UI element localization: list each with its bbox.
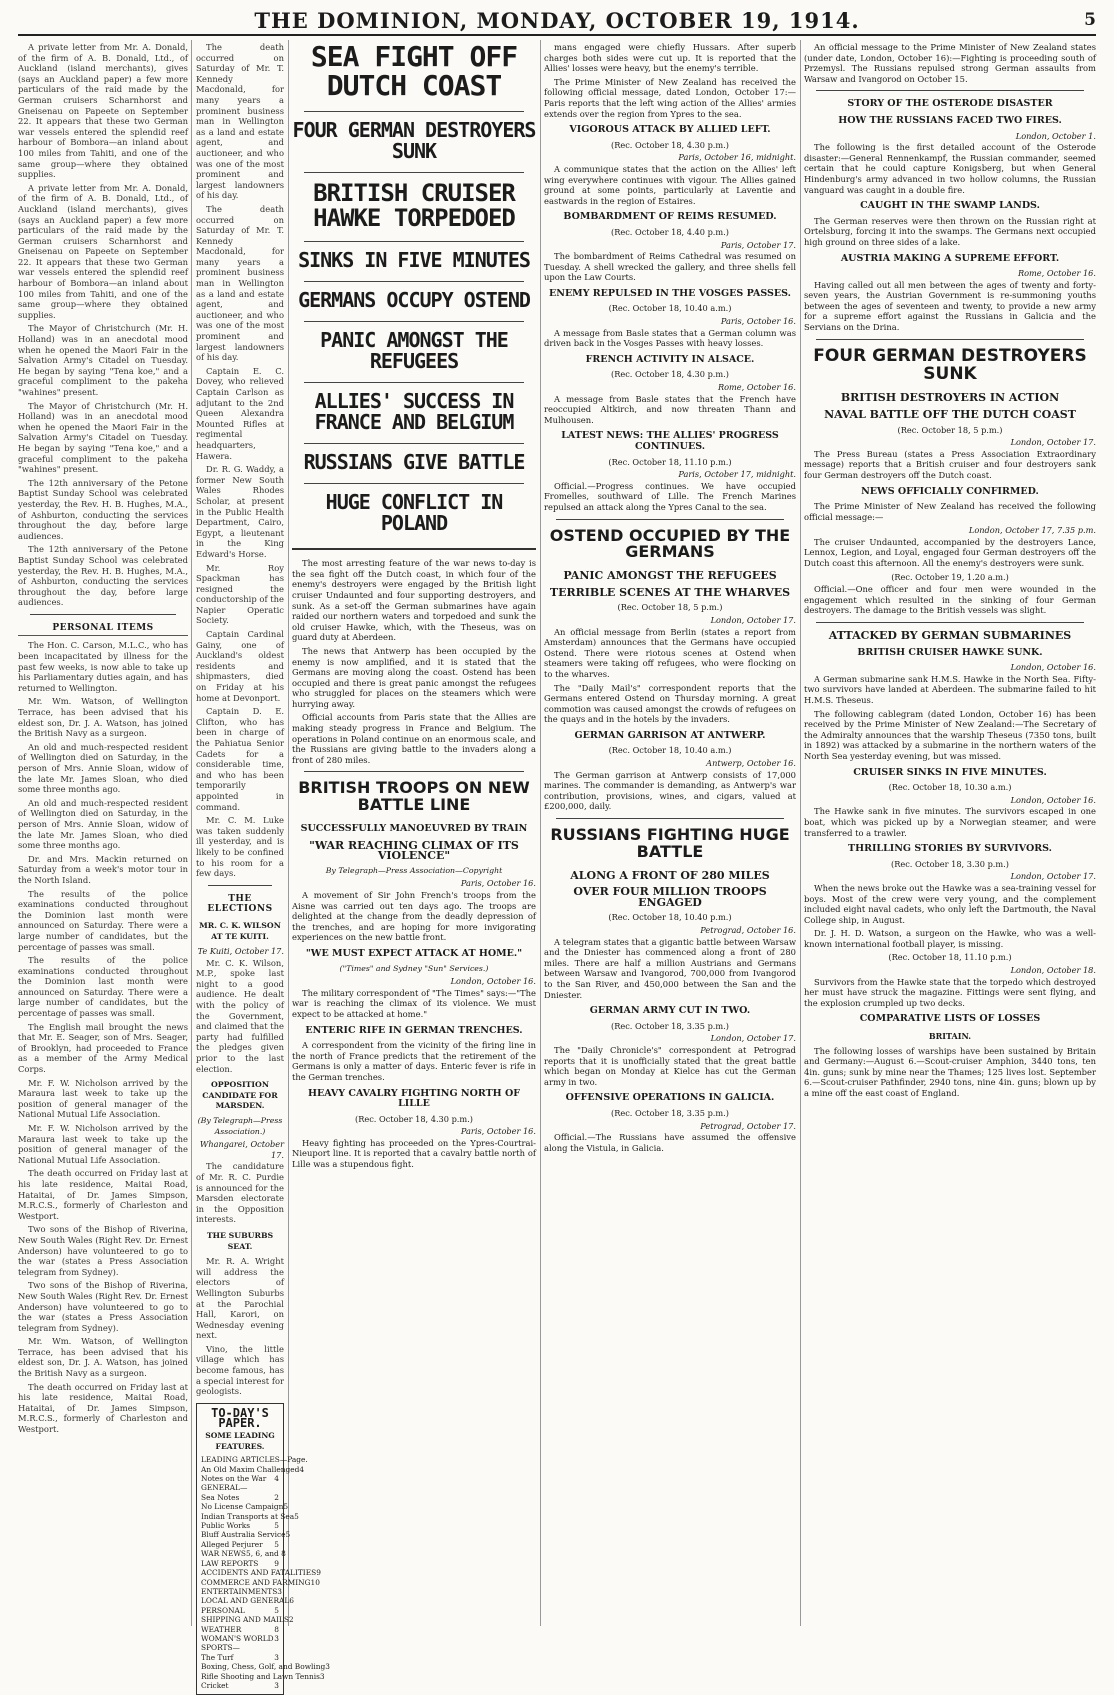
column-rule xyxy=(288,40,289,1626)
subheading: GERMAN ARMY CUT IN TWO. xyxy=(589,1005,751,1017)
subheading: FRENCH ACTIVITY IN ALSACE. xyxy=(585,353,755,365)
subheading: ENEMY REPULSED IN THE VOSGES PASSES. xyxy=(549,287,791,299)
subheading: BRITISH CRUISER HAWKE SUNK. xyxy=(857,646,1043,658)
article-paragraph: Dr. R. G. Waddy, a former New South Wales Rhodes Scholar, at present in the Public Health Department, Cairo, Egypt, a lieutenant in the King Edward's Horse. xyxy=(196,464,284,559)
feature-page: 5, 6, and 8 xyxy=(246,1549,286,1559)
subheading: NAVAL BATTLE OFF THE DUTCH COAST xyxy=(824,407,1076,421)
feature-page: 5 xyxy=(274,1539,279,1549)
feature-label: WOMAN'S WORLD xyxy=(201,1633,274,1643)
feature-row xyxy=(201,1568,321,1578)
dateline: London, October 16. xyxy=(450,976,536,987)
feature-row xyxy=(201,1662,330,1672)
article-paragraph: The military correspondent of "The Times" says:—"The war is reaching the climax of its violence. We must expect to be attacked at home." xyxy=(292,987,536,1019)
feature-label: Notes on the War xyxy=(201,1474,267,1484)
article-paragraph: The death occurred on Saturday of Mr. T. Kennedy Macdonald, for many years a prominent business man in Wellington as a land and estate agent, and auctioneer, and who was one of the most prominent and largest landowners of his day. xyxy=(196,203,284,363)
dateline: Paris, October 17. xyxy=(720,239,796,250)
dateline: Paris, October 17, midnight. xyxy=(678,469,796,480)
feature-label: Indian Transports at Sea xyxy=(201,1511,295,1521)
feature-page: 4 xyxy=(299,1464,305,1474)
feature-label: GENERAL— xyxy=(201,1483,248,1493)
article-paragraph: A communique states that the action on the Allies' left wing everywhere continues with vigour. The Allies gained ground at some points, particularly at Laventie and eastwards in the region of Estaires. xyxy=(544,163,796,206)
subheading: VIGOROUS ATTACK BY ALLIED LEFT. xyxy=(569,124,771,136)
source-line: By Telegraph—Press Association—Copyright xyxy=(325,865,503,875)
divider xyxy=(304,241,524,242)
feature-row xyxy=(201,1493,279,1502)
feature-page: 3 xyxy=(325,1662,330,1672)
divider xyxy=(304,483,524,484)
article-paragraph: The Mayor of Christchurch (Mr. H. Holland) was in an anecdotal mood when he opened the Maori Fair in the Salvation Army's Citadel on Tuesday. He began by saying "Tena koe," and a graceful compliment to the pakeha "wahines" present. xyxy=(18,323,188,397)
feature-page: 3 xyxy=(274,1633,279,1643)
divider xyxy=(304,281,524,282)
article-paragraph: The "Daily Chronicle's" correspondent at Petrograd reports that it is unofficially stated that the great battle which began on Monday at Kielce has cut the German army in two. xyxy=(544,1044,796,1087)
article-paragraph: An official message from Berlin (states a report from Amsterdam) announces that the Germans have occupied Ostend. There were riotous scenes at Ostend when steamers were taking off refugees, who were flocking on to the wharves. xyxy=(544,626,796,679)
received-line: (Rec. October 18, 4.30 p.m.) xyxy=(611,139,729,150)
personal-item: The results of the police examinations conducted throughout the Dominion last month were announced on Saturday. There were a large number of candidates, but the percentage of passes was small. xyxy=(18,888,188,952)
article-paragraph: The Prime Minister of New Zealand has received the following official message, dated London, October 17:—Paris reports that the left wing action of the Allies' armies extends over the region from Ypres to the sea. xyxy=(544,76,796,119)
article-paragraph: The "Daily Mail's" correspondent reports that the Germans entered Ostend on Thursday morning. A great commotion was caused amongst the crowds of refugees on the quays and in the hotels by the invaders. xyxy=(544,682,796,725)
feature-row xyxy=(201,1559,279,1568)
article-paragraph: When the news broke out the Hawke was a sea-training vessel for boys. Most of the crew were very young, and the complement included eight naval cadets, who only left the Dartmouth, the Naval College ship, in August. xyxy=(804,882,1096,925)
received-line: (Rec. October 18, 3.35 p.m.) xyxy=(611,1020,729,1031)
received-line: (Rec. October 18, 10.30 a.m.) xyxy=(888,782,1012,793)
article-paragraph: The German reserves were then thrown on the Russian right at Ortelsburg, forcing it into the swamps. The Germans next occupied high ground on three sides of a lake. xyxy=(804,215,1096,247)
feature-label: The Turf xyxy=(201,1652,234,1662)
divider xyxy=(816,339,1084,340)
feature-label: SPORTS— xyxy=(201,1643,240,1653)
subheading: SUCCESSFULLY MANOEUVRED BY TRAIN xyxy=(300,823,528,835)
features-subtitle: SOME LEADING FEATURES. xyxy=(205,1431,275,1451)
subheading: ENTERIC RIFE IN GERMAN TRENCHES. xyxy=(305,1024,523,1036)
dateline: Paris, October 16. xyxy=(460,1126,536,1137)
received-line: (Rec. October 18, 3.35 p.m.) xyxy=(611,1107,729,1118)
feature-label: ENTERTAINMENTS xyxy=(201,1586,278,1596)
subheading: PANIC AMONGST THE REFUGEES xyxy=(563,569,777,583)
personal-item: Two sons of the Bishop of Riverina, New South Wales (Right Rev. Dr. Ernest Anderson) have volunteered to go to the war (states a Press Association telegram from Sydney). xyxy=(18,1224,188,1277)
subheading: CRUISER SINKS IN FIVE MINUTES. xyxy=(853,766,1047,778)
feature-row xyxy=(201,1549,286,1559)
article-paragraph: A German submarine sank H.M.S. Hawke in the North Sea. Fifty-two survivors have landed at Aberdeen. The submarine failed to hit H.M.S. Theseus. xyxy=(804,673,1096,705)
feature-label: LAW REPORTS xyxy=(201,1558,259,1568)
article-paragraph: The German garrison at Antwerp consists of 17,000 marines. The commander is demanding, as Antwerp's war contribution, provisions, wines, and cigars, valued at £200,000, daily. xyxy=(544,769,796,812)
subheading: COMPARATIVE LISTS OF LOSSES xyxy=(859,1013,1041,1025)
column-5 xyxy=(804,42,1096,1626)
headline-block xyxy=(292,42,536,550)
column-rule xyxy=(540,40,541,1626)
headline-panic: PANIC AMONGST THE REFUGEES xyxy=(320,328,508,374)
feature-row xyxy=(201,1511,299,1521)
feature-label: Alleged Perjurer xyxy=(201,1539,263,1549)
article-paragraph: The 12th anniversary of the Petone Baptist Sunday School was celebrated yesterday, the Rev. H. B. Hughes, M.A., of Ashburton, conducting the services throughout the day, before large audiences. xyxy=(18,477,188,541)
feature-page: 5 xyxy=(294,1511,299,1521)
subheading: HOW THE RUSSIANS FACED TWO FIRES. xyxy=(838,114,1062,126)
divider xyxy=(304,382,524,383)
feature-label: No License Campaign xyxy=(201,1502,284,1512)
subheading: TERRIBLE SCENES AT THE WHARVES xyxy=(549,585,791,599)
divider xyxy=(556,519,784,520)
article-paragraph: The candidature of Mr. R. C. Purdie is announced for the Marsden electorate in the Opposition interests. xyxy=(196,1161,284,1225)
feature-row xyxy=(201,1606,279,1615)
feature-row xyxy=(201,1671,325,1681)
feature-page: 3 xyxy=(319,1671,325,1681)
dateline: London, October 18. xyxy=(1010,965,1096,976)
personal-item: The English mail brought the news that Mr. E. Seager, son of Mrs. Seager, of Brooklyn, had proceeded to France as a member of the Army Medical Corps. xyxy=(18,1021,188,1075)
article-paragraph: Mr. C. K. Wilson, M.P., spoke last night to a good audience. He dealt with the policy of the Government, and claimed that the party had fulfilled the pledges given prior to the last election. xyxy=(196,957,284,1074)
dateline: Te Kuiti, October 17. xyxy=(197,946,284,957)
article-paragraph: Official.—The Russians have assumed the offensive along the Vistula, in Galicia. xyxy=(544,1132,796,1153)
feature-label: COMMERCE AND FARMING xyxy=(201,1577,311,1587)
article-paragraph: A movement of Sir John French's troops from the Aisne was carried out ten days ago. The troops are delighted at the change from the deadly depression of the trenches, and are hoping for more invigorating experiences on the new battle front. xyxy=(292,890,536,943)
feature-page: 4 xyxy=(274,1474,279,1484)
subheading: CAUGHT IN THE SWAMP LANDS. xyxy=(860,200,1040,212)
personal-item: The death occurred on Friday last at his late residence, Maitai Road, Hataitai, of Dr. James Simpson, M.R.C.S., formerly of Charleston and Westport. xyxy=(18,1168,188,1221)
article-paragraph: Mr. C. M. Luke was taken suddenly ill yesterday, and is likely to be confined to his room for a few days. xyxy=(196,815,284,879)
headline-four-destroyers: FOUR GERMAN DESTROYERS SUNK xyxy=(813,345,1087,384)
column-rule xyxy=(191,40,192,1626)
feature-label: Cricket xyxy=(201,1680,229,1690)
feature-page: Page. xyxy=(287,1455,308,1465)
dateline: London, October 17. xyxy=(710,614,796,625)
dateline: Rome, October 16. xyxy=(717,382,796,393)
subheading: NEWS OFFICIALLY CONFIRMED. xyxy=(861,485,1039,497)
feature-row xyxy=(201,1681,279,1690)
feature-page: 2 xyxy=(274,1492,279,1502)
received-line: (Rec. October 18, 4.30 p.m.) xyxy=(355,1113,473,1124)
feature-label: Rifle Shooting and Lawn Tennis xyxy=(201,1671,320,1681)
subheading: OPPOSITION CANDIDATE FOR MARSDEN. xyxy=(202,1080,278,1111)
subheading: LATEST NEWS: THE ALLIES' PROGRESS CONTINUES. xyxy=(561,430,779,452)
feature-row xyxy=(201,1634,279,1643)
feature-page: 8 xyxy=(274,1624,279,1634)
feature-page: 3 xyxy=(274,1652,279,1662)
article-paragraph: The following losses of warships have been sustained by Britain and Germany:—August 6.—Scout-cruiser Amphion, 3440 tons, ten 4in. guns; sunk by mine near the Thames; 125 lives lost. September 6.—Scout-cruiser Pathfinder, 2940 tons, nine 4in. guns; blown up by a mine off the east coast of England. xyxy=(804,1045,1096,1098)
divider xyxy=(816,622,1084,623)
feature-page: 5 xyxy=(274,1605,279,1615)
source-line: ("Times" and Sydney "Sun" Services.) xyxy=(339,963,489,973)
feature-page: 5 xyxy=(283,1502,289,1512)
feature-row xyxy=(201,1577,320,1587)
subheading: "WAR REACHING CLIMAX OF ITS VIOLENCE" xyxy=(309,838,519,863)
dateline: Paris, October 16. xyxy=(720,316,796,327)
article-paragraph: The most arresting feature of the war news to-day is the sea fight off the Dutch coast, in which four of the enemy's destroyers were engaged by the British light cruiser Undaunted and four supporting destroyers, and sunk. As a set-off the German submarines have again raided our northern waters and torpedoed and sunk the old cruiser Hawke, which, with the Theseus, was on guard duty at Aberdeen. xyxy=(292,558,536,643)
divider xyxy=(816,90,1084,91)
dateline: Antwerp, October 16. xyxy=(706,758,796,769)
subheading: BOMBARDMENT OF REIMS RESUMED. xyxy=(563,211,777,223)
feature-page: 3 xyxy=(274,1680,279,1690)
feature-row xyxy=(201,1464,305,1474)
article-paragraph: Captain Cardinal Gainy, one of Auckland's oldest residents and shipmasters, died on Friday at his home at Devonport. xyxy=(196,629,284,703)
feature-row xyxy=(201,1540,279,1549)
todays-paper-title: TO-DAY'S PAPER. xyxy=(211,1405,269,1431)
dateline: London, October 17. xyxy=(1010,871,1096,882)
headline-new-battle-line: BRITISH TROOPS ON NEW BATTLE LINE xyxy=(298,778,530,815)
received-line: (Rec. October 18, 11.10 p.m.) xyxy=(608,456,732,467)
feature-row xyxy=(201,1502,289,1512)
feature-label: An Old Maxim Challenged xyxy=(201,1464,300,1474)
dateline: London, October 16. xyxy=(1010,662,1096,673)
dateline: London, October 17, 7.35 p.m. xyxy=(968,525,1096,536)
received-line: (Rec. October 18, 4.30 p.m.) xyxy=(611,369,729,380)
feature-page: 6 xyxy=(289,1596,294,1606)
article-paragraph: mans engaged were chiefly Hussars. After superb charges both sides were cut up. It is reported that the Allies' losses were heavy, but the enemy's terrible. xyxy=(544,42,796,74)
personal-item: The Hon. C. Carson, M.L.C., who has been incapacitated by illness for the past few weeks, is now able to take up his Parliamentary duties again, and has returned to Wellington. xyxy=(18,640,188,693)
column-2 xyxy=(196,42,330,1690)
article-paragraph: The cruiser Undaunted, accompanied by the destroyers Lance, Lennox, Legion, and Loyal, engaged four German destroyers off the Dutch coast this afternoon. All the enemy's destroyers were sunk. xyxy=(804,536,1096,569)
divider xyxy=(304,321,524,322)
divider xyxy=(30,614,176,615)
divider xyxy=(556,818,784,819)
column-4 xyxy=(544,42,796,1626)
dateline: London, October 17. xyxy=(1010,437,1096,448)
feature-row xyxy=(201,1615,294,1625)
feature-label: WAR NEWS xyxy=(201,1549,247,1559)
article-paragraph: The following cablegram (dated London, October 16) has been received by the Prime Minister of New Zealand:—The Secretary of the Admiralty announces that the warship Theseus (7350 tons, built in 1892) was attacked by a submarine in the northern waters of the North Sea yesterday evening, but was missed. xyxy=(804,708,1096,761)
dateline: London, October 16. xyxy=(1010,794,1096,805)
feature-label: WEATHER xyxy=(201,1624,242,1634)
received-line: (Rec. October 18, 5 p.m.) xyxy=(897,424,1003,435)
headline-sea-fight: SEA FIGHT OFF DUTCH COAST xyxy=(310,40,518,103)
subheading: BRITISH DESTROYERS IN ACTION xyxy=(840,391,1060,405)
article-paragraph: The news that Antwerp has been occupied by the enemy is now amplified, and it is stated that the Germans are moving along the coast. Ostend has been occupied and there is great panic amongst the refugees who struggled for places on the steamers which were hurrying away. xyxy=(292,645,536,709)
article-paragraph: Official accounts from Paris state that the Allies are making steady progress in France and Belgium. The operations in Poland continue on an enormous scale, and the Russians are giving battle to the invaders along a front of 280 miles. xyxy=(292,712,536,765)
article-paragraph: Mr. R. A. Wright will address the electors of Wellington Suburbs at the Parochial Hall, Karori, on Wednesday evening next. xyxy=(196,1256,284,1341)
article-paragraph: The bombardment of Reims Cathedral was resumed on Tuesday. A shell wrecked the gallery, and three shells fell upon the Law Courts. xyxy=(544,251,796,283)
headline-sinks: SINKS IN FIVE MINUTES xyxy=(298,248,530,273)
article-paragraph: Vino, the little village which has become famous, has a special interest for geologists. xyxy=(196,1343,284,1397)
section-heading: PERSONAL ITEMS xyxy=(18,623,188,637)
section-heading: THE ELECTIONS xyxy=(207,893,273,915)
source-line: (By Telegraph—Press Association.) xyxy=(197,1116,283,1136)
subheading: THE SUBURBS SEAT. xyxy=(206,1230,274,1251)
feature-row xyxy=(201,1586,282,1596)
features-list xyxy=(201,1455,330,1690)
headline-ostend: GERMANS OCCUPY OSTEND xyxy=(298,288,530,313)
article-paragraph: The Hawke sank in five minutes. The survivors escaped in one boat, which was picked up by a Norwegian steamer, and were transferred to a trawler. xyxy=(804,806,1096,838)
divider xyxy=(304,443,524,444)
article-paragraph: The Prime Minister of New Zealand has received the following official message:— xyxy=(804,501,1096,522)
feature-label: Bluff Australia Service xyxy=(201,1530,286,1540)
feature-page: 5 xyxy=(285,1530,291,1540)
article-paragraph: The Press Bureau (states a Press Association Extraordinary message) reports that a British cruiser and four destroyers sank four German destroyers off the Dutch coast. xyxy=(804,448,1096,480)
received-line: (Rec. October 18, 4.40 p.m.) xyxy=(611,226,729,237)
personal-item: Mr. Wm. Watson, of Wellington Terrace, has been advised that his eldest son, Dr. J. A. Watson, has joined the British Navy as a surgeon. xyxy=(18,1336,188,1379)
received-line: (Rec. October 18, 10.40 p.m.) xyxy=(608,912,732,923)
article-paragraph: Dr. J. H. D. Watson, a surgeon on the Hawke, who was a well-known international football player, is missing. xyxy=(804,928,1096,949)
masthead xyxy=(18,8,1096,36)
subheading: AUSTRIA MAKING A SUPREME EFFORT. xyxy=(840,252,1060,264)
dateline: Rome, October 16. xyxy=(1017,268,1096,279)
feature-page: 5 xyxy=(274,1521,279,1531)
subheading: THRILLING STORIES BY SURVIVORS. xyxy=(848,843,1052,855)
received-line: (Rec. October 18, 10.40 a.m.) xyxy=(608,303,732,314)
article-paragraph: Survivors from the Hawke state that the torpedo which destroyed her must have struck the magazine. Fittings were sent flying, and the explosion crumpled up two decks. xyxy=(804,976,1096,1008)
headline-allies: ALLIES' SUCCESS IN FRANCE AND BELGIUM xyxy=(314,389,514,435)
article-paragraph: A correspondent from the vicinity of the firing line in the north of France predicts that the retirement of the Germans is only a matter of days. Enteric fever is rife in the German trenches. xyxy=(292,1040,536,1082)
column-rule xyxy=(800,40,801,1626)
dateline: London, October 17. xyxy=(710,1033,796,1044)
feature-row xyxy=(201,1643,279,1652)
received-line: (Rec. October 18, 3.30 p.m.) xyxy=(891,858,1009,869)
divider xyxy=(304,111,524,112)
subheading: OFFENSIVE OPERATIONS IN GALICIA. xyxy=(565,1092,775,1104)
divider xyxy=(208,885,272,886)
feature-row xyxy=(201,1521,279,1530)
article-paragraph: Official.—Progress continues. We have occupied Fromelles, southward of Lille. The French Marines repulsed an attack along the Ypres Canal to the sea. xyxy=(544,480,796,512)
article-paragraph: Official.—One officer and four men were wounded in the engagement which resulted in the sinking of four German destroyers. The damage to the British vessels was slight. xyxy=(804,584,1096,616)
divider xyxy=(304,172,524,173)
received-line: (Rec. October 19, 1.20 a.m.) xyxy=(891,571,1009,582)
subheading: GERMAN GARRISON AT ANTWERP. xyxy=(574,729,766,741)
feature-label: SHIPPING AND MAILS xyxy=(201,1615,289,1625)
dateline: Whangarei, October 17. xyxy=(199,1139,284,1160)
feature-page: 10 xyxy=(310,1577,320,1587)
personal-item: Two sons of the Bishop of Riverina, New South Wales (Right Rev. Dr. Ernest Anderson) have volunteered to go to the war (states a Press Association telegram from Sydney). xyxy=(18,1280,188,1333)
article-paragraph: The 12th anniversary of the Petone Baptist Sunday School was celebrated yesterday, the Rev. H. B. Hughes, M.A., of Ashburton, conducting the services throughout the day, before large audiences. xyxy=(18,544,188,608)
subheading: ALONG A FRONT OF 280 MILES xyxy=(570,868,770,882)
article-paragraph: An official message to the Prime Minister of New Zealand states (under date, London, October 16):—Fighting is proceeding south of Przemysl. The Russians repulsed strong German assaults from Warsaw and Ivangorod on October 15. xyxy=(804,42,1096,84)
article-paragraph: A message from Basle states that the French have reoccupied Altkirch, and now threaten Thann and Mulhousen. xyxy=(544,393,796,425)
personal-item: The results of the police examinations conducted throughout the Dominion last month were announced on Saturday. There were a large number of candidates, but the percentage of passes was small. xyxy=(18,955,188,1019)
page-number: 5 xyxy=(1084,10,1096,30)
feature-row xyxy=(201,1483,279,1492)
received-line: (Rec. October 18, 5 p.m.) xyxy=(617,602,723,613)
divider xyxy=(304,771,524,772)
feature-page: 9 xyxy=(316,1568,321,1578)
received-line: (Rec. October 18, 11.10 p.m.) xyxy=(888,952,1012,963)
personal-item: Mr. F. W. Nicholson arrived by the Maraura last week to take up the position of general manager of the National Mutual Life Association. xyxy=(18,1123,188,1165)
article-paragraph: Captain D. E. Clifton, who has been in charge of the Pahiatua Senior Cadets for a considerable time, and who has been temporarily appointed in command. xyxy=(196,706,284,812)
newspaper-title: THE DOMINION, MONDAY, OCTOBER 19, 1914. xyxy=(254,8,860,33)
headline-hawke: BRITISH CRUISER HAWKE TORPEDOED xyxy=(313,178,515,232)
personal-item: An old and much-respected resident of Wellington died on Saturday, in the person of Mrs. Annie Sloan, widow of the late Mr. James Sloan, who died some three months ago. xyxy=(18,797,188,851)
personal-item: Mr. Wm. Watson, of Wellington Terrace, has been advised that his eldest son, Dr. J. A. Watson, has joined the British Navy as a surgeon. xyxy=(18,696,188,739)
feature-row xyxy=(201,1474,279,1483)
subheading: MR. C. K. WILSON AT TE KUITI. xyxy=(199,920,281,941)
article-paragraph: Captain E. C. Dovey, who relieved Captain Carlson as adjutant to the 2nd Queen Alexandra Mounted Rifles at regimental headquarters, Hawera. xyxy=(196,365,284,461)
article-paragraph: Mr. Roy Spackman has resigned the conductorship of the Napier Operatic Society. xyxy=(196,562,284,626)
headline-ostend-occupied: OSTEND OCCUPIED BY THE GERMANS xyxy=(549,525,791,562)
feature-row xyxy=(201,1653,279,1662)
headline-russians: RUSSIANS GIVE BATTLE xyxy=(303,450,525,475)
dateline: Paris, October 16. xyxy=(460,878,536,889)
personal-item: The death occurred on Friday last at his late residence, Maitai Road, Hataitai, of Dr. James Simpson, M.R.C.S., formerly of Charleston and Westport. xyxy=(18,1381,188,1435)
subheading: BRITAIN. xyxy=(928,1031,972,1042)
feature-row xyxy=(201,1596,294,1606)
dateline: Petrograd, October 16. xyxy=(700,925,796,935)
article-paragraph: A message from Basle states that a German column was driven back in the Vosges Passes with heavy losses. xyxy=(544,327,796,349)
article-paragraph: The Mayor of Christchurch (Mr. H. Holland) was in an anecdotal mood when he opened the Maori Fair in the Salvation Army's Citadel on Tuesday. He began by saying "Tena koe," and a graceful compliment to the pakeha "wahines" present. xyxy=(18,400,188,475)
headline-poland: HUGE CONFLICT IN POLAND xyxy=(325,490,503,536)
feature-label: LOCAL AND GENERAL xyxy=(201,1596,290,1606)
personal-item: Dr. and Mrs. Mackin returned on Saturday from a week's motor tour in the North Island. xyxy=(18,853,188,885)
personal-item: An old and much-respected resident of Wellington died on Saturday, in the person of Mrs. Annie Sloan, widow of the late Mr. James Sloan, who died some three months ago. xyxy=(18,741,188,795)
feature-row xyxy=(201,1530,291,1540)
subheading: STORY OF THE OSTERODE DISASTER xyxy=(847,98,1053,110)
dateline: Petrograd, October 17. xyxy=(700,1120,796,1131)
subheading: OVER FOUR MILLION TROOPS ENGAGED xyxy=(573,885,767,909)
article-paragraph: A telegram states that a gigantic battle between Warsaw and the Dniester has commenced along a front of 280 miles. There are half a million Austrians and Germans between Warsaw and Ivangorod, 700,000 from Ivangorod to the San River, and 450,000 between the San and the Dniester. xyxy=(544,936,796,1000)
feature-label: Boxing, Chess, Golf, and Bowling xyxy=(201,1662,326,1672)
subheading: HEAVY CAVALRY FIGHTING NORTH OF LILLE xyxy=(308,1087,520,1110)
column-1 xyxy=(18,42,188,1626)
article-paragraph: A private letter from Mr. A. Donald, of the firm of A. B. Donald, Ltd., of Auckland (island merchants), gives (says an Auckland paper) a few more particulars of the raid made by the German cruisers Scharnhorst and Gneisenau on Papeete on September 22. It appears that these two German war vessels entered the splendid reef harbour of Bombora—an inland about 100 miles from Tahiti, and one of the same group—where they obtained supplies. xyxy=(18,42,188,180)
headline-destroyers: FOUR GERMAN DESTROYERS SUNK xyxy=(292,117,536,163)
article-paragraph: The death occurred on Saturday of Mr. T. Kennedy Macdonald, for many years a prominent business man in Wellington as a land and estate agent, and auctioneer, and who was one of the most prominent and largest landowners of his day. xyxy=(196,42,284,201)
article-paragraph: Having called out all men between the ages of twenty and forty-seven years, the Austrian Government is re-summoning youths between the ages of seventeen and twenty, to provide a new army for a supreme effort against the Russians in Galicia and the Servians on the Drina. xyxy=(804,279,1096,333)
subheading: "WE MUST EXPECT ATTACK AT HOME." xyxy=(305,947,523,959)
feature-label: ACCIDENTS AND FATALITIES xyxy=(201,1568,317,1578)
feature-label: LEADING ARTICLES— xyxy=(201,1455,288,1465)
article-paragraph: Heavy fighting has proceeded on the Ypres-Courtrai-Nieuport line. It is reported that a cavalry battle north of Lille was a stupendous fight. xyxy=(292,1137,536,1170)
headline-russians-battle: RUSSIANS FIGHTING HUGE BATTLE xyxy=(550,825,790,861)
column-3 xyxy=(292,42,536,1626)
feature-page: 2 xyxy=(288,1615,294,1625)
feature-label: Public Works xyxy=(201,1521,251,1531)
personal-item: Mr. F. W. Nicholson arrived by the Maraura last week to take up the position of general manager of the National Mutual Life Association. xyxy=(18,1077,188,1120)
feature-page: 3 xyxy=(277,1586,282,1596)
feature-label: Sea Notes xyxy=(201,1492,240,1502)
dateline: London, October 1. xyxy=(1015,130,1096,141)
feature-row xyxy=(201,1625,279,1634)
dateline: Paris, October 16, midnight. xyxy=(678,152,796,163)
todays-paper-box xyxy=(196,1403,330,1695)
article-paragraph: The following is the first detailed account of the Osterode disaster:—General Rennenkampf, the Russian commander, seemed certain that he could capture Konigsberg, but when General Hindenburg's army advanced in two hollow columns, the Russian vanguard was caught in a double fire. xyxy=(804,142,1096,195)
feature-row xyxy=(201,1455,308,1465)
subheading: ATTACKED BY GERMAN SUBMARINES xyxy=(828,629,1072,643)
received-line: (Rec. October 18, 10.40 a.m.) xyxy=(608,745,732,756)
feature-page: 9 xyxy=(274,1558,279,1568)
article-paragraph: A private letter from Mr. A. Donald, of the firm of A. B. Donald, Ltd., of Auckland (island merchants), gives (says an Auckland paper) a few more particulars of the raid made by the German cruisers Scharnhorst and Gneisenau on Papeete on September 22. It appears that these two German war vessels entered the splendid reef harbour of Bombora—an inland about 100 miles from Tahiti, and one of the same group—where they obtained supplies. xyxy=(18,182,188,320)
feature-label: PERSONAL xyxy=(201,1605,245,1615)
